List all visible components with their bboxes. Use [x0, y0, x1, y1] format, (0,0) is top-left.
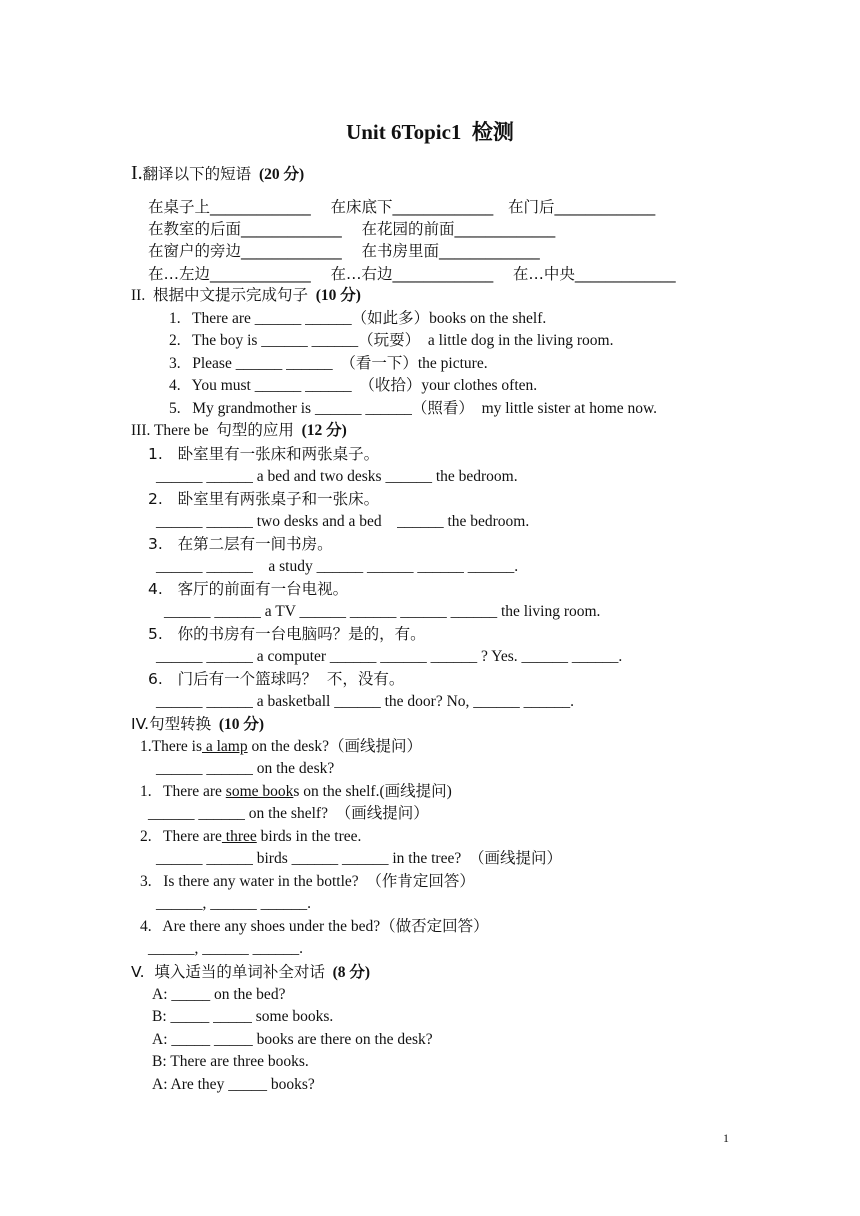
- section-4-title: IV.句型转换: [131, 715, 212, 733]
- section-2-heading: [131, 286, 361, 306]
- phrase-row: 在桌子上_____________ 在床底下_____________ 在门后_____________: [148, 198, 656, 216]
- transform-question: [140, 782, 452, 802]
- section-1-heading: [131, 163, 304, 185]
- answer-line: ______ ______ two desks and a bed ______ the bedroom.: [156, 513, 530, 530]
- section-4-heading: [131, 714, 264, 735]
- answer-line: ______, ______ ______.: [148, 940, 303, 957]
- transform-question: [140, 827, 361, 847]
- chinese-prompt: 3. 在第二层有一间书房。: [148, 535, 333, 553]
- answer-line: ______ ______ a bed and two desks ______ the bedroom.: [156, 468, 518, 485]
- chinese-prompt: 5. 你的书房有一台电脑吗？是的，有。: [148, 625, 426, 643]
- dialogue-line: B: There are three books.: [152, 1053, 309, 1070]
- sentence-item: 1. There are ______ ______（如此多）books on the shelf.: [169, 310, 547, 327]
- transform-question: 4. Are there any shoes under the bed?（做否定回答）: [140, 918, 489, 935]
- underlined-phrase: three: [221, 828, 257, 845]
- chinese-prompt: 1. 卧室里有一张床和两张桌子。: [148, 445, 380, 463]
- section-3-title: III. There be 句型的应用: [131, 422, 294, 439]
- section-4-score: (10 分): [218, 716, 265, 733]
- answer-line: ______ ______ a TV ______ ______ ______ ______ the living room.: [164, 603, 601, 620]
- dialogue-line: B: _____ _____ some books.: [152, 1008, 334, 1025]
- page-number: 1: [723, 1131, 729, 1145]
- underlined-phrase: a lamp: [201, 738, 248, 755]
- dialogue-line: A: _____ on the bed?: [152, 986, 286, 1003]
- section-5-title: V. 填入适当的单词补全对话: [131, 963, 325, 981]
- answer-line: ______ ______ birds ______ ______ in the tree? （画线提问）: [156, 850, 562, 867]
- answer-line: ______ ______ a study ______ ______ ______ ______.: [156, 558, 519, 575]
- answer-line: ______ ______ a basketball ______ the door? No, ______ ______.: [156, 693, 575, 710]
- sentence-item: 3. Please ______ ______ （看一下）the picture.: [169, 355, 488, 372]
- question-text: 2. There are: [140, 828, 222, 845]
- dialogue-line: A: _____ _____ books are there on the desk?: [152, 1031, 433, 1048]
- answer-line: ______ ______ a computer ______ ______ ______ ? Yes. ______ ______.: [156, 648, 623, 665]
- question-text: 1.There is: [140, 738, 202, 755]
- section-3-score: (12 分): [301, 422, 347, 439]
- section-5-heading: [131, 962, 370, 983]
- sentence-item: 2. The boy is ______ ______（玩耍） a little dog in the living room.: [169, 332, 614, 349]
- phrase-row: 在…左边_____________ 在…右边_____________ 在…中央_____________: [148, 265, 676, 283]
- sentence-item: 4. You must ______ ______ （收拾）your clothes often.: [169, 377, 538, 394]
- chinese-prompt: 2. 卧室里有两张桌子和一张床。: [148, 490, 380, 508]
- phrase-row: 在窗户的旁边_____________ 在书房里面_____________: [148, 242, 540, 260]
- chinese-prompt: 4. 客厅的前面有一台电视。: [148, 580, 349, 598]
- section-1-title: 翻译以下的短语: [142, 165, 252, 183]
- section-2-title: II. 根据中文提示完成句子: [131, 287, 308, 304]
- section-2-score: (10 分): [315, 287, 361, 304]
- underlined-phrase: some book: [225, 783, 294, 800]
- transform-question: [140, 737, 422, 757]
- page-title: Unit 6Topic1 检测: [346, 120, 514, 144]
- sentence-item: 5. My grandmother is ______ ______（照看） my little sister at home now.: [169, 400, 658, 417]
- phrase-row: 在教室的后面_____________ 在花园的前面_____________: [148, 220, 556, 238]
- section-1-number: I.: [131, 162, 143, 184]
- answer-line: ______ ______ on the desk?: [156, 760, 335, 777]
- transform-question: 3. Is there any water in the bottle? （作肯定回答）: [140, 873, 475, 890]
- question-text: 1. There are: [140, 783, 226, 800]
- section-5-score: (8 分): [332, 964, 371, 981]
- question-text: birds in the tree.: [256, 828, 362, 845]
- section-3-heading: [131, 421, 347, 441]
- section-1-score: (20 分): [258, 166, 305, 183]
- dialogue-line: A: Are they _____ books?: [152, 1076, 315, 1093]
- question-text: s on the shelf.(画线提问): [293, 783, 452, 800]
- answer-line: ______ ______ on the shelf? （画线提问）: [148, 805, 429, 822]
- chinese-prompt: 6. 门后有一个篮球吗？ 不，没有。: [148, 670, 405, 688]
- answer-line: ______, ______ ______.: [156, 895, 311, 912]
- question-text: on the desk?（画线提问）: [247, 738, 422, 755]
